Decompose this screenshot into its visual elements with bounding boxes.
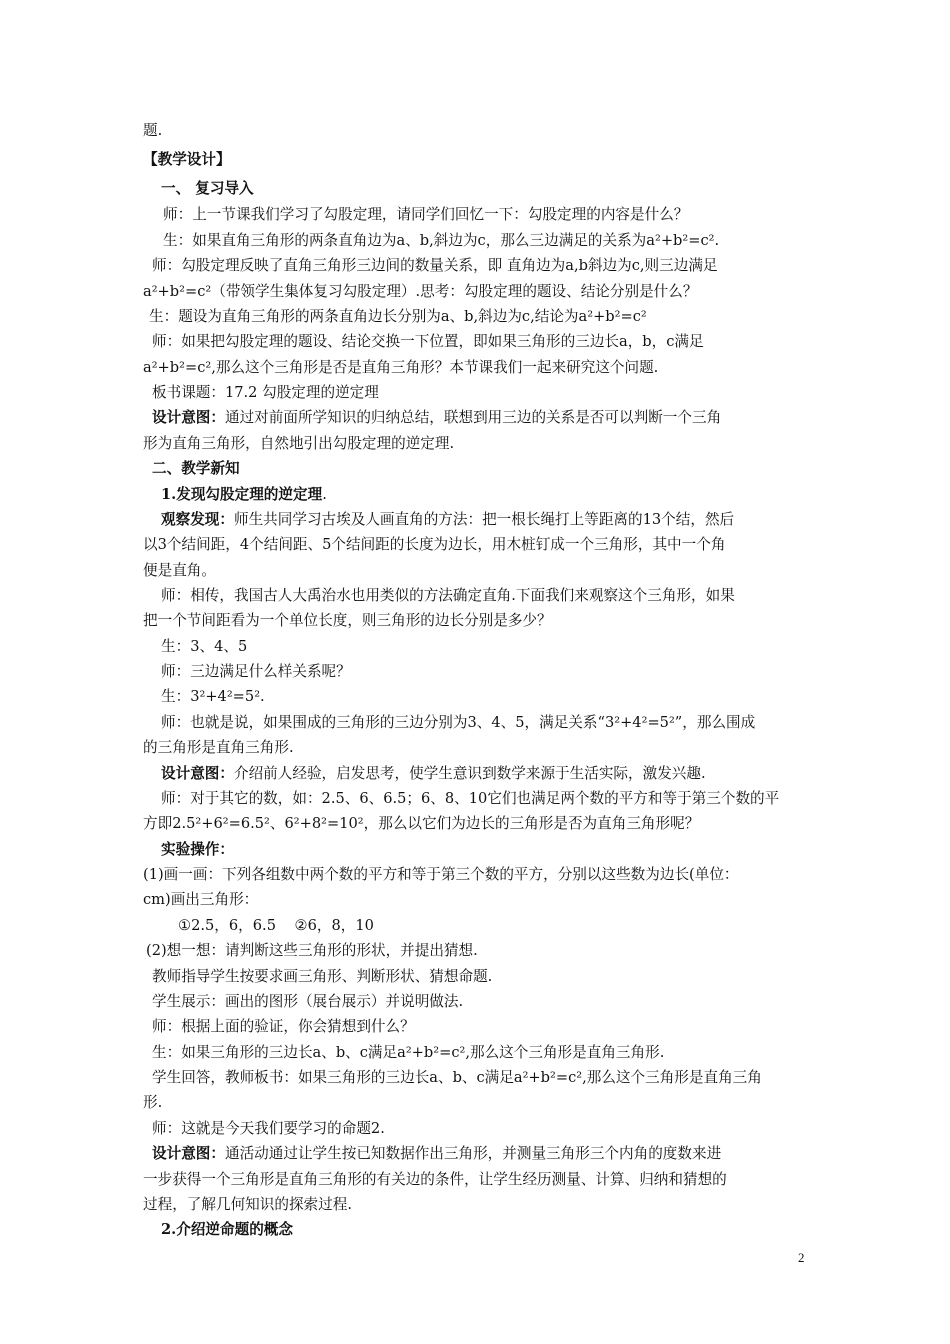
paragraph-line: 师：这就是今天我们要学习的命题2.	[152, 1120, 385, 1137]
experiment-heading: 实验操作：	[161, 841, 234, 858]
paragraph-line: 的三角形是直角三角形.	[143, 739, 294, 756]
design-intent: 设计意图：通活动通过让学生按已知数据作出三角形，并测量三角形三个内角的度数来进	[152, 1145, 722, 1162]
subsection-heading: 2.介绍逆命题的概念	[161, 1221, 293, 1238]
observation-line: 观察发现：师生共同学习古埃及人画直角的方法：把一根长绳打上等距离的13个结，然后	[161, 511, 735, 528]
section-heading: 【教学设计】	[143, 151, 231, 168]
paragraph-line: 生：3、4、5	[161, 638, 248, 655]
paragraph-line: 便是直角。	[143, 562, 216, 579]
paragraph-line: 题.	[143, 122, 163, 139]
paragraph-line: 师：上一节课我们学习了勾股定理，请同学们回忆一下：勾股定理的内容是什么？	[163, 206, 689, 223]
paragraph-line: 形.	[143, 1094, 163, 1111]
paragraph-line: 师：根据上面的验证，你会猜想到什么？	[152, 1018, 415, 1035]
paragraph-line: 把一个节间距看为一个单位长度，则三角形的边长分别是多少？	[143, 612, 552, 629]
design-intent: 设计意图：介绍前人经验，启发思考，使学生意识到数学来源于生活实际，激发兴趣.	[161, 765, 706, 782]
paragraph-line: 生：3²+4²=5².	[161, 688, 265, 705]
paragraph-line: 学生展示：画出的图形（展台展示）并说明做法.	[152, 993, 464, 1010]
paragraph-line: 生：题设为直角三角形的两条直角边长分别为a、b,斜边为c,结论为a²+b²=c²	[149, 308, 647, 325]
number-groups: ①2.5，6，6.5 ②6，8，10	[178, 917, 374, 934]
paragraph-line: 学生回答，教师板书：如果三角形的三边长a、b、c满足a²+b²=c²,那么这个三角形是直角三角	[152, 1069, 762, 1086]
page-number: 2	[798, 1250, 805, 1265]
paragraph-line: 师：对于其它的数，如：2.5、6、6.5；6、8、10它们也满足两个数的平方和等于第三个数的平	[161, 790, 780, 807]
subsection-heading: 一、 复习导入	[161, 180, 254, 197]
paragraph-line: 过程，了解几何知识的探索过程.	[143, 1196, 352, 1213]
paragraph-line: (1)画一画：下列各组数中两个数的平方和等于第三个数的平方，分别以这些数为边长(单位：	[143, 866, 739, 883]
paragraph-line: 形为直角三角形，自然地引出勾股定理的逆定理.	[143, 435, 455, 452]
subsection-heading: 1.发现勾股定理的逆定理.	[161, 486, 327, 503]
paragraph-line: 教师指导学生按要求画三角形、判断形状、猜想命题.	[152, 968, 493, 985]
paragraph-line: 师：相传，我国古人大禹治水也用类似的方法确定直角.下面我们来观察这个三角形，如果	[161, 587, 735, 604]
paragraph-line: 生：如果直角三角形的两条直角边为a、b,斜边为c，那么三边满足的关系为a²+b²=c².	[163, 232, 720, 249]
section-heading: 二、教学新知	[152, 460, 240, 477]
paragraph-line: a²+b²=c²,那么这个三角形是否是直角三角形？本节课我们一起来研究这个问题.	[143, 359, 659, 376]
paragraph-line: a²+b²=c²（带领学生集体复习勾股定理）.思考：勾股定理的题设、结论分别是什么？	[143, 283, 698, 300]
paragraph-line: 师：也就是说，如果围成的三角形的三边分别为3、4、5，满足关系“3²+4²=5²”，那么围成	[161, 714, 756, 731]
paragraph-line: 师：三边满足什么样关系呢？	[161, 663, 351, 680]
paragraph-line: cm)画出三角形：	[143, 891, 259, 908]
paragraph-line: 以3个结间距，4个结间距、5个结间距的长度为边长，用木桩钉成一个三角形，其中一个角	[143, 536, 726, 553]
paragraph-line: 生：如果三角形的三边长a、b、c满足a²+b²=c²,那么这个三角形是直角三角形.	[152, 1044, 665, 1061]
paragraph-line: 一步获得一个三角形是直角三角形的有关边的条件，让学生经历测量、计算、归纳和猜想的	[143, 1171, 727, 1188]
paragraph-line: 师：如果把勾股定理的题设、结论交换一下位置，即如果三角形的三边长a，b，c满足	[152, 333, 704, 350]
paragraph-line: 板书课题：17.2 勾股定理的逆定理	[152, 384, 379, 401]
paragraph-line: 方即2.5²+6²=6.5²、6²+8²=10²，那么以它们为边长的三角形是否为直角三角形呢？	[143, 815, 700, 832]
paragraph-line: 师：勾股定理反映了直角三角形三边间的数量关系，即 直角边为a,b斜边为c,则三边满足	[152, 257, 718, 274]
design-intent: 设计意图：通过对前面所学知识的归纳总结，联想到用三边的关系是否可以判断一个三角	[152, 409, 722, 426]
paragraph-line: (2)想一想：请判断这些三角形的形状，并提出猜想.	[146, 942, 478, 959]
